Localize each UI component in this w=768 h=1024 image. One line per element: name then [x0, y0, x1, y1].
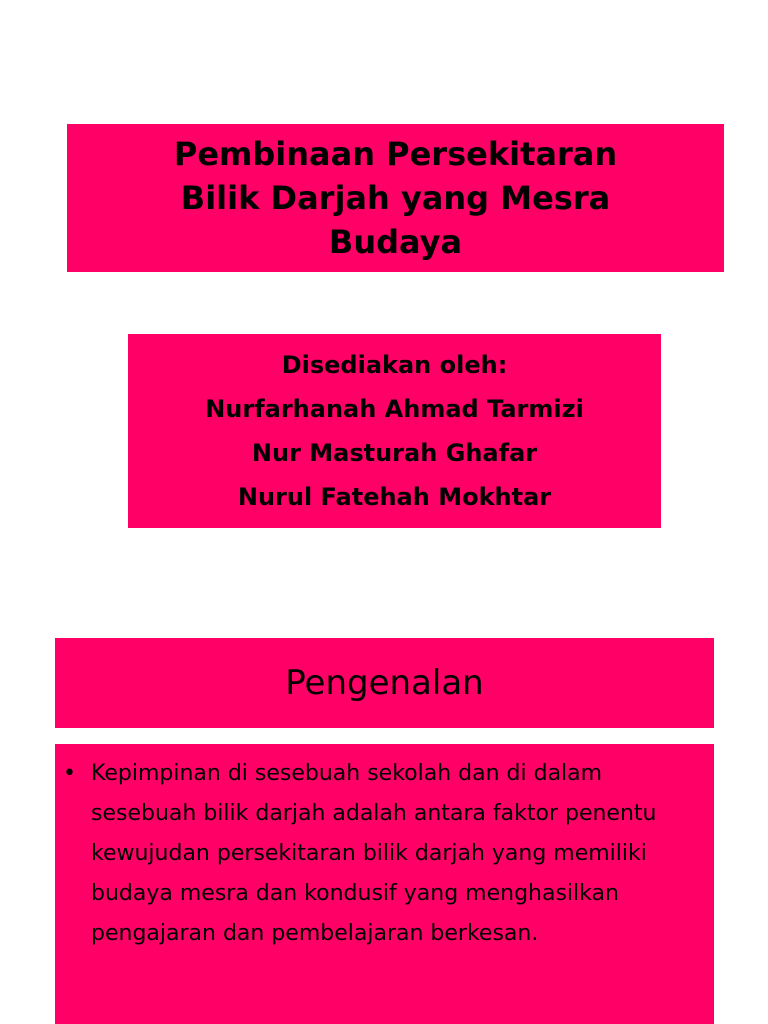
- bullet-item: [63, 754, 700, 954]
- slide-title-line: Budaya: [328, 223, 463, 261]
- bullet-text: Kepimpinan di sesebuah sekolah dan di dalam sesebuah bilik darjah adalah antara faktor penentu kewujudan persekitaran bilik darjah yang memiliki budaya mesra dan kondusif yang menghasilkan pengajaran dan pembelajaran berkesan.: [91, 761, 657, 946]
- authors-box: [128, 334, 661, 528]
- author-name: Nurul Fatehah Mokhtar: [237, 483, 552, 511]
- slide-title-line: Pembinaan Persekitaran: [173, 135, 618, 173]
- section-heading-box: [55, 638, 714, 728]
- content-box: [55, 744, 714, 1024]
- section-heading: Pengenalan: [285, 663, 484, 703]
- bullet-icon: •: [63, 761, 76, 786]
- slide-title-line: Bilik Darjah yang Mesra: [180, 179, 611, 217]
- author-name: Nur Masturah Ghafar: [251, 439, 538, 467]
- prepared-by-label: Disediakan oleh:: [281, 351, 508, 379]
- author-name: Nurfarhanah Ahmad Tarmizi: [205, 395, 584, 423]
- slide-title-box: [67, 124, 724, 272]
